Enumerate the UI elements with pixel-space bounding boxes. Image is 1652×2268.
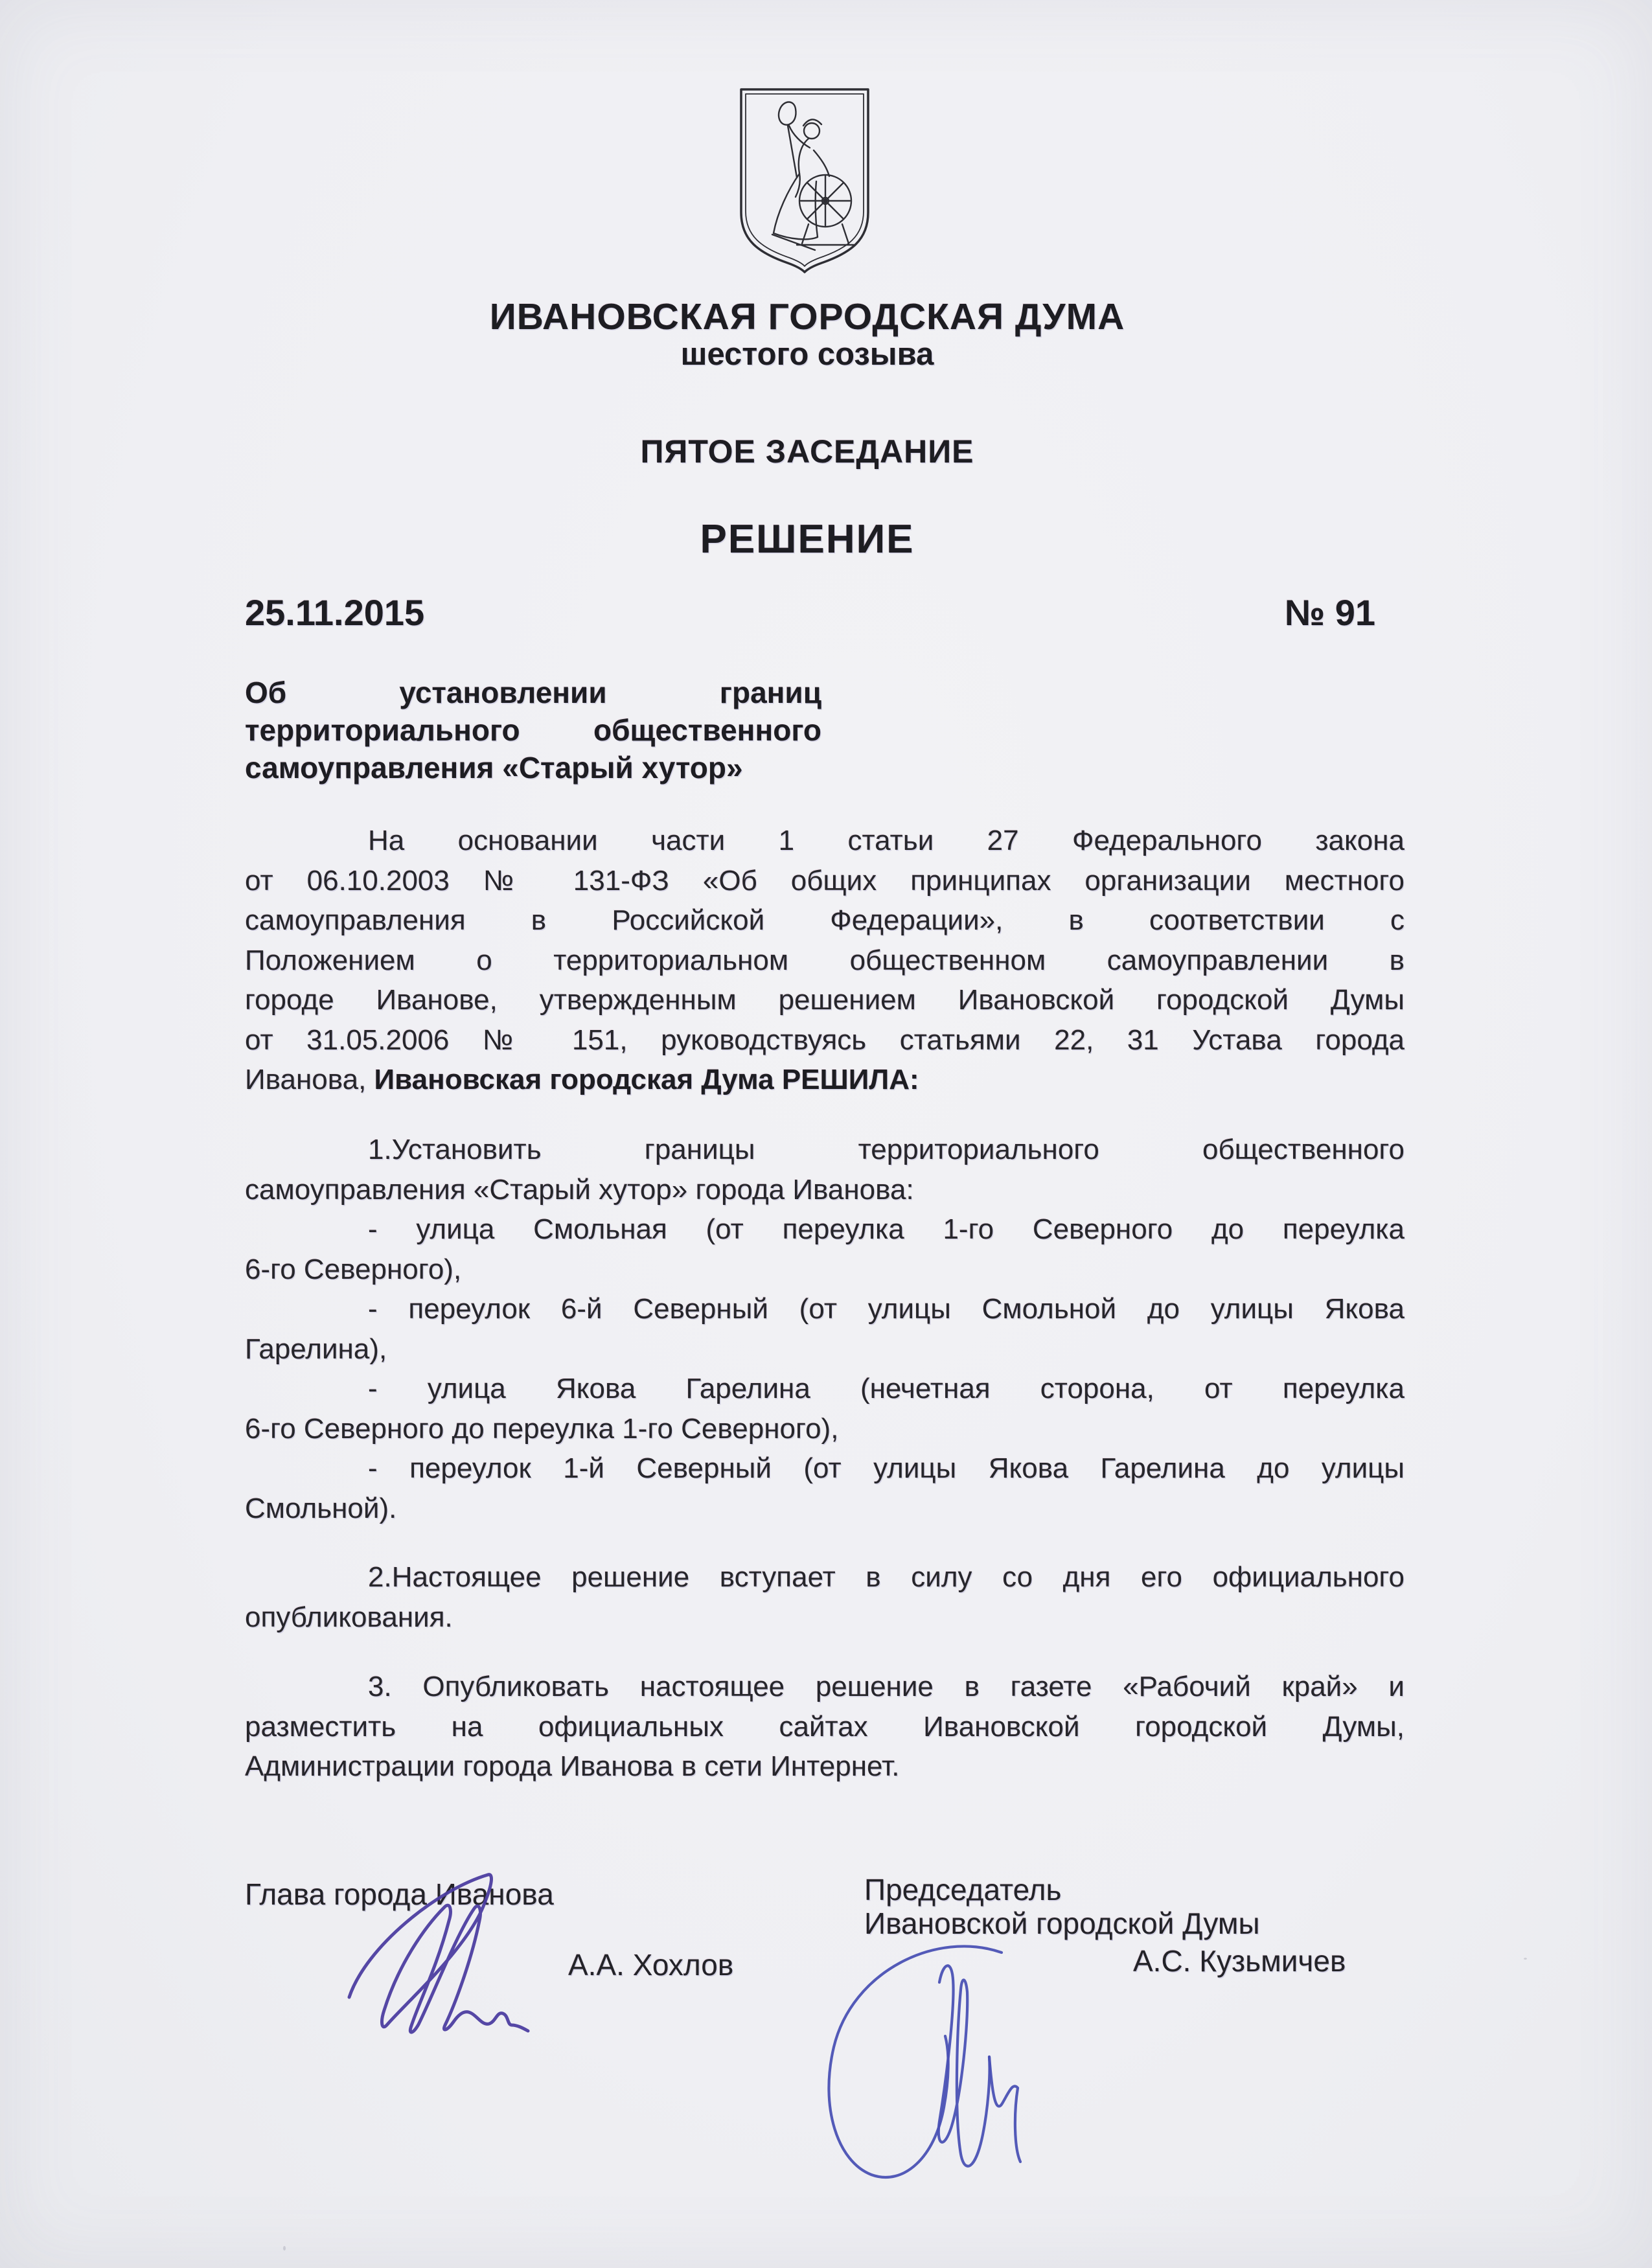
doc-number: № 91	[1284, 592, 1375, 633]
signatory-right-title	[864, 1873, 1260, 1940]
signatory-right-title-line2: Ивановской городской Думы	[864, 1907, 1260, 1940]
signatory-right-name: А.С. Кузьмичев	[1133, 1944, 1346, 1978]
street-line: Гарелина),	[245, 1333, 387, 1365]
text-line: Положением о территориальном общественном самоуправлении в	[245, 944, 1405, 976]
street-line: 6-го Северного до переулка 1-го Северного),	[245, 1412, 839, 1445]
street-line: - улица Смольная (от переулка 1-го Северного до переулка	[368, 1213, 1405, 1245]
resolved-clause: Ивановская городская Дума РЕШИЛА:	[374, 1064, 919, 1095]
signatory-left-name: А.А. Хохлов	[568, 1948, 734, 1982]
signature-right-ink	[807, 1934, 1053, 2190]
preamble	[245, 821, 1405, 1100]
text-line: самоуправления «Старый хутор»	[245, 751, 743, 785]
street-line: - переулок 6-й Северный (от улицы Смольной до улицы Якова	[368, 1293, 1405, 1325]
text-line: опубликования.	[245, 1601, 453, 1633]
doc-type-title: РЕШЕНИЕ	[700, 517, 915, 562]
text-line: 3. Опубликовать настоящее решение в газете «Рабочий край» и	[368, 1671, 1405, 1702]
street-line: - улица Якова Гарелина (нечетная сторона, от переулка	[368, 1373, 1405, 1404]
text-line: На основании части 1 статьи 27 Федерального закона	[368, 825, 1405, 856]
text-line	[245, 1060, 1405, 1100]
signature-left-ink	[327, 1850, 541, 2044]
org-name: ИВАНОВСКАЯ ГОРОДСКАЯ ДУМА	[489, 296, 1125, 338]
text-line: Об установлении границ	[245, 676, 821, 709]
street-line: 6-го Северного),	[245, 1253, 462, 1285]
text-line: от 31.05.2006 № 151, руководствуясь статьями 22, 31 Устава города	[245, 1024, 1405, 1056]
text-line: 1.Установить границы территориального общественного	[368, 1134, 1405, 1165]
paper-speck	[1524, 1958, 1527, 1960]
street-line: - переулок 1-й Северный (от улицы Якова Гарелина до улицы	[368, 1452, 1405, 1484]
signatory-left-title: Глава города Иванова	[245, 1877, 554, 1911]
text-line: городе Иванове, утвержденным решением Ивановской городской Думы	[245, 984, 1405, 1016]
subject-block	[245, 674, 821, 786]
text-line: Администрации города Иванова в сети Интернет.	[245, 1750, 900, 1782]
paper-speck	[283, 2246, 286, 2251]
resolution-item-3	[245, 1667, 1405, 1787]
preamble-tail: Иванова,	[245, 1064, 374, 1095]
convocation: шестого созыва	[680, 337, 934, 372]
street-line: Смольной).	[245, 1492, 397, 1524]
text-line: самоуправления «Старый хутор» города Иванова:	[245, 1173, 914, 1206]
text-line: разместить на официальных сайтах Ивановской городской Думы,	[245, 1710, 1405, 1743]
resolution-item-1	[245, 1130, 1405, 1528]
doc-date: 25.11.2015	[245, 592, 425, 633]
text-line: территориального общественного	[245, 713, 821, 747]
session-title: ПЯТОЕ ЗАСЕДАНИЕ	[640, 433, 974, 470]
text-line: 2.Настоящее решение вступает в силу со дня его официального	[368, 1561, 1405, 1593]
text-line: самоуправления в Российской Федерации», в соответствии с	[245, 904, 1405, 936]
coat-of-arms-icon	[736, 86, 873, 275]
resolution-item-2	[245, 1557, 1405, 1637]
text-line: от 06.10.2003 № 131-ФЗ «Об общих принципах организации местного	[245, 864, 1405, 897]
signatory-right-title-line1: Председатель	[864, 1873, 1062, 1907]
date-number-row	[245, 592, 1375, 633]
